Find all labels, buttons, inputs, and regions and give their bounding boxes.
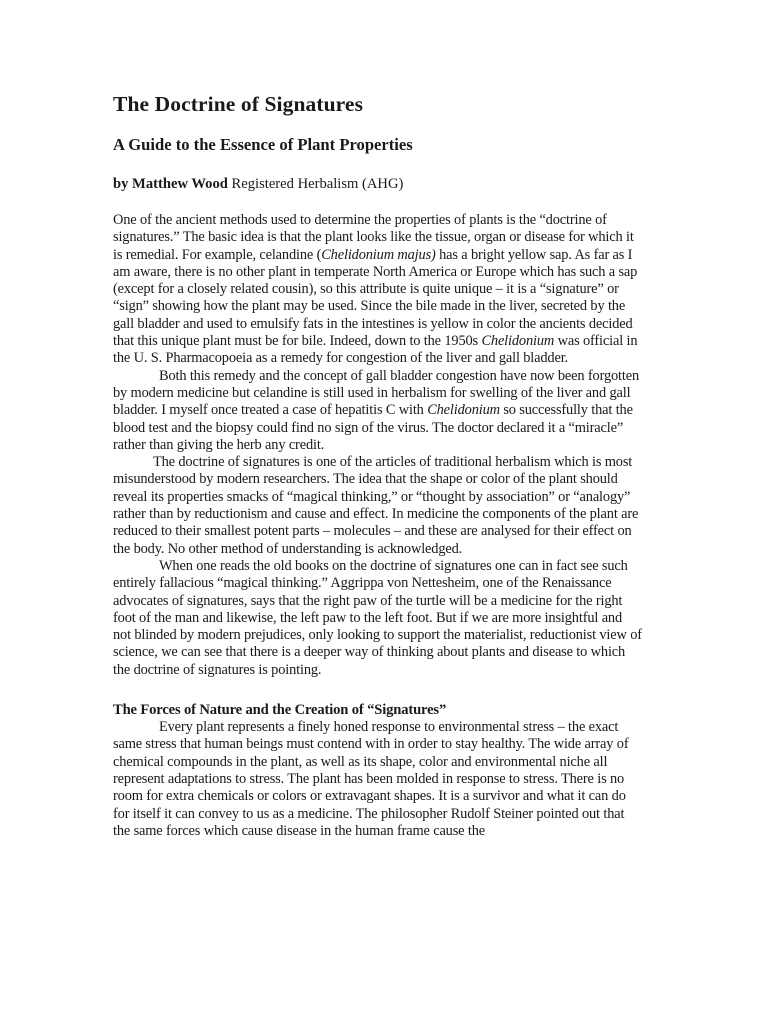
section-heading: The Forces of Nature and the Creation of “Signatures” <box>113 702 447 719</box>
document-page <box>113 90 643 840</box>
byline <box>113 174 643 194</box>
document-subtitle: A Guide to the Essence of Plant Properties <box>113 135 413 154</box>
author-name: by Matthew Wood <box>113 176 228 192</box>
paragraph-1: One of the ancient methods used to determine the properties of plants is the “doctrine of signatures.” The basic idea is that the plant looks like the tissue, organ or disease for which it is remedial. For example, celandine (Chelidonium majus) has a bright yellow sap. As far as I am aware, there is no other plant in temperate North America or Europe which has such a sap (except for a closely related cousin), so this attribute is quite unique – it is a “signature” or “sign” showing how the plant may be used. Since the bile made in the liver, secreted by the gall bladder and used to emulsify fats in the intestines is yellow in color the ancients decided that this unique plant must be for bile. Indeed, down to the 1950s Chelidonium was official in the U. S. Pharmacopoeia as a remedy for congestion of the liver and gall bladder. <box>113 212 638 367</box>
paragraph-2: Both this remedy and the concept of gall bladder congestion have now been forgotten by modern medicine but celandine is still used in herbalism for swelling of the liver and gall bladder. I myself once treated a case of hepatitis C with Chelidonium so successfully that the blood test and the biopsy could find no sign of the virus. The doctor declared it a “miracle” rather than giving the herb any credit. <box>113 367 640 453</box>
italic-genus: Chelidonium <box>427 402 500 419</box>
document-title: The Doctrine of Signatures <box>113 92 364 116</box>
paragraph-4: When one reads the old books on the doctrine of signatures one can in fact see such entirely fallacious “magical thinking.” Aggrippa von Nettesheim, one of the Renaissance advocates of signatures, says that the right paw of the turtle will be a medicine for the right foot of the man and likewise, the left paw to the left foot. But if we are more insightful and not blinded by modern prejudices, only looking to support the materialist, reductionist view of science, we can see that there is a deeper way of thinking about plants and disease to which the doctrine of signatures is pointing. <box>113 557 642 678</box>
section-paragraph: Every plant represents a finely honed response to environmental stress – the exact same stress that human beings must contend with in order to stay healthy. The wide array of chemical compounds in the plant, as well as its shape, color and environmental niche all represent adaptations to stress. The plant has been molded in response to stress. There is no room for extra chemicals or colors or extravagant shapes. It is a survivor and what it can do for itself it can convey to us as a medicine. The philosopher Rudolf Steiner pointed out that the same forces which cause disease in the human frame cause the <box>113 719 629 839</box>
italic-genus: Chelidonium <box>481 333 555 350</box>
body-text <box>113 212 643 840</box>
author-credential: Registered Herbalism (AHG) <box>227 176 404 192</box>
paragraph-3: The doctrine of signatures is one of the articles of traditional herbalism which is most misunderstood by modern researchers. The idea that the shape or color of the plant should reveal its properties smacks of “magical thinking,” or “thought by association” or “analogy” rather than by reductionism and cause and effect. In medicine the components of the plant are reduced to their smallest potent parts – molecules – and these are analysed for their effect on the body. No other method of understanding is acknowledged. <box>113 454 639 557</box>
italic-species: Chelidonium majus) <box>321 246 436 263</box>
